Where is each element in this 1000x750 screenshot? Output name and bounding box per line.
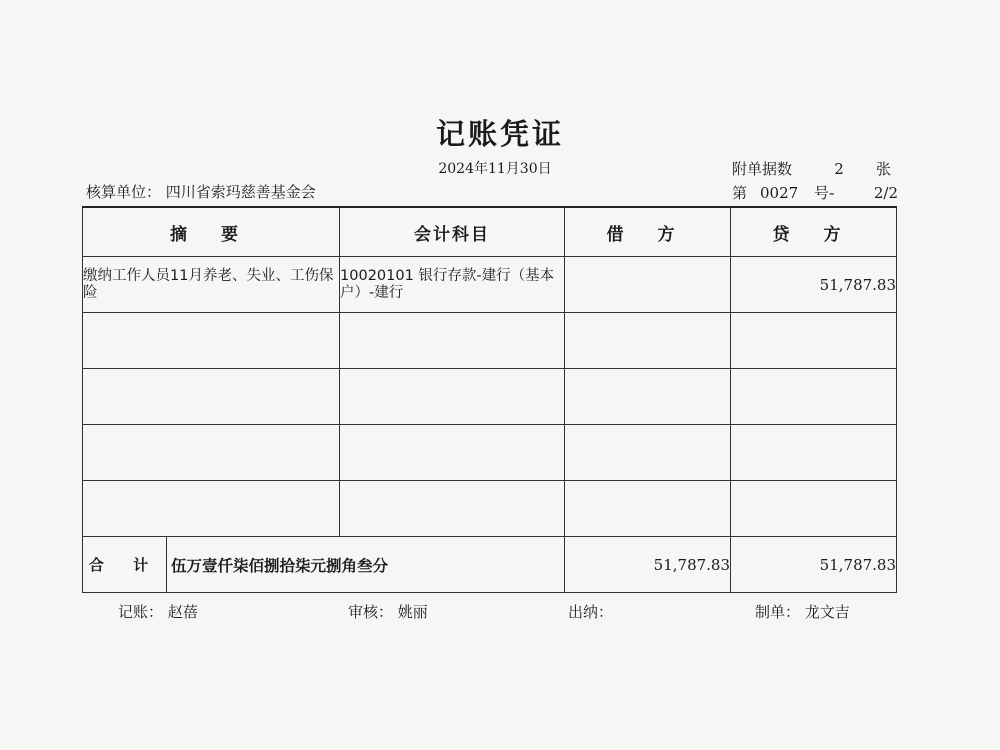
header-credit: 贷 方 [731,207,897,257]
voucher-no: 0027 [760,184,799,202]
row-debit [565,313,731,369]
preparer-signature: 制单： 龙文吉 [755,603,850,621]
voucher-prefix: 第 [732,184,748,202]
voucher-date: 2024年11月30日 [438,161,552,177]
table-row [83,313,897,369]
row-credit: 51,787.83 [731,257,897,313]
row-account [340,369,565,425]
row-account [340,481,565,537]
header-debit: 借 方 [565,207,731,257]
attachment-label: 附单据数 [732,160,793,178]
row-account [340,425,565,481]
attachment-unit: 张 [876,160,892,178]
attachment-number: 2 [834,160,844,178]
total-row [83,537,897,593]
bookkeeper-signature: 记账： 赵蓓 [118,603,198,621]
table-row [83,369,897,425]
table-row [83,481,897,537]
reviewer-signature: 审核： 姚丽 [348,603,428,621]
total-credit: 51,787.83 [731,537,897,593]
row-credit [731,313,897,369]
row-debit [565,257,731,313]
attachment-count [732,158,902,179]
voucher-title: 记账凭证 [435,117,564,151]
voucher-page: 2/2 [873,184,898,202]
total-label: 合 计 [83,537,167,593]
row-credit [731,369,897,425]
row-credit [731,425,897,481]
row-account: 10020101 银行存款-建行（基本户）-建行 [340,257,565,313]
row-debit [565,481,731,537]
voucher-suffix: 号- [814,184,835,202]
header-summary: 摘 要 [83,207,340,257]
table-row [83,425,897,481]
row-summary [83,313,340,369]
row-debit [565,425,731,481]
header-account: 会计科目 [340,207,565,257]
row-account [340,313,565,369]
row-summary [83,425,340,481]
row-summary: 缴纳工作人员11月养老、失业、工伤保险 [83,257,340,313]
row-debit [565,369,731,425]
table-row [83,257,897,313]
voucher-number [732,182,902,203]
total-debit: 51,787.83 [565,537,731,593]
cashier-signature: 出纳： [568,603,614,621]
voucher-table [82,206,897,593]
row-summary [83,481,340,537]
total-amount-words: 伍万壹仟柒佰捌拾柒元捌角叁分 [167,537,565,593]
accounting-unit: 核算单位： 四川省索玛慈善基金会 [86,183,316,201]
row-credit [731,481,897,537]
table-header [83,207,897,257]
row-summary [83,369,340,425]
